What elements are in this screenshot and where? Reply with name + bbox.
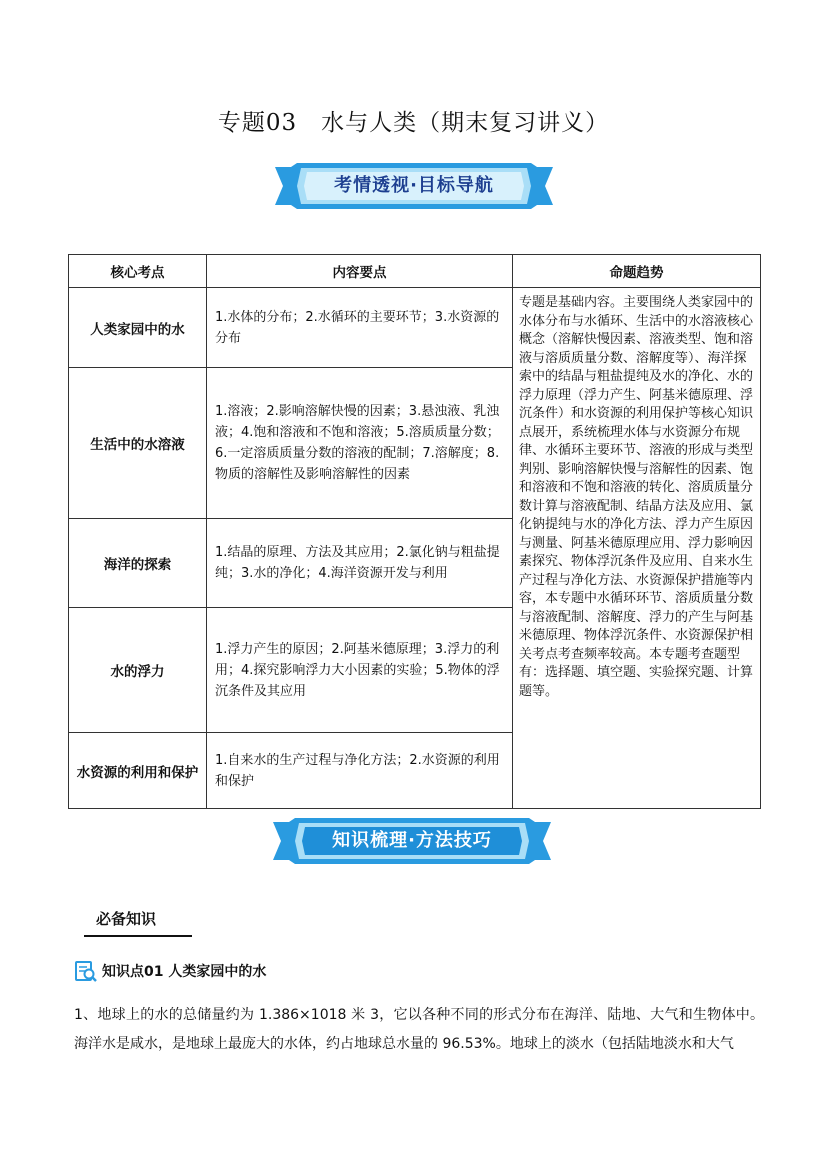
content-cell: 1.水体的分布；2.水循环的主要环节；3.水资源的分布 <box>207 288 513 368</box>
knowledge-point-heading <box>74 958 266 984</box>
table-row <box>69 288 761 368</box>
banner-exam-overview-text: 考情透视·目标导航 <box>334 175 494 196</box>
core-point-cell: 水的浮力 <box>69 608 207 733</box>
body-paragraph: 1、地球上的水的总储量约为 1.386×1018 米 3，它以各种不同的形式分布在海洋、陆地、大气和生物体中。海洋水是咸水，是地球上最庞大的水体，约占地球总水量的 96.53%。地球上的淡水（包括陆地淡水和大气 <box>74 1007 764 1052</box>
header-trend: 命题趋势 <box>513 255 761 288</box>
header-core-point: 核心考点 <box>69 255 207 288</box>
table-header-row <box>69 255 761 288</box>
section-heading: 必备知识 <box>84 908 192 937</box>
banner-knowledge-review-text: 知识梳理·方法技巧 <box>332 830 492 851</box>
book-magnifier-icon <box>74 959 98 983</box>
core-point-cell: 水资源的利用和保护 <box>69 733 207 809</box>
trend-cell: 专题是基础内容。主要围绕人类家园中的水体分布与水循环、生活中的水溶液核心概念（溶解快慢因素、溶液类型、饱和溶液与溶质质量分数、溶解度等）、海洋探索中的结晶与粗盐提纯及水的净化、水的浮力原理（浮力产生、阿基米德原理、浮沉条件）和水资源的利用保护等核心知识点展开，系统梳理水体与水资源分布规律、水循环主要环节、溶液的形成与类型判别、影响溶解快慢与溶解性的因素、饱和溶液和不饱和溶液的转化、溶质质量分数计算与溶液配制、结晶方法及应用、氯化钠提纯与水的净化方法、浮力产生原因与测量、阿基米德原理应用、浮力影响因素探究、物体浮沉条件及应用、自来水生产过程与净化方法、水资源保护措施等内容，本专题中水循环环节、溶质质量分数与溶液配制、溶解度、浮力的产生与阿基米德原理、物体浮沉条件、水资源保护相关考点考查频率较高。本专题考查题型有：选择题、填空题、实验探究题、计算题等。 <box>513 288 761 809</box>
overview-table <box>68 254 761 809</box>
banner-knowledge-review <box>273 818 551 864</box>
core-point-cell: 人类家园中的水 <box>69 288 207 368</box>
header-content: 内容要点 <box>207 255 513 288</box>
banner-exam-overview <box>275 163 553 209</box>
content-cell: 1.溶液；2.影响溶解快慢的因素；3.悬浊液、乳浊液；4.饱和溶液和不饱和溶液；5.溶质质量分数；6.一定溶质质量分数的溶液的配制；7.溶解度；8.物质的溶解性及影响溶解性的因素 <box>207 368 513 519</box>
knowledge-point-title: 知识点01 人类家园中的水 <box>102 964 267 980</box>
page-title: 专题03 水与人类（期末复习讲义） <box>217 110 610 136</box>
content-cell: 1.结晶的原理、方法及其应用；2.氯化钠与粗盐提纯；3.水的净化；4.海洋资源开发与利用 <box>207 519 513 608</box>
content-cell: 1.浮力产生的原因；2.阿基米德原理；3.浮力的利用；4.探究影响浮力大小因素的实验；5.物体的浮沉条件及其应用 <box>207 608 513 733</box>
content-cell: 1.自来水的生产过程与净化方法；2.水资源的利用和保护 <box>207 733 513 809</box>
core-point-cell: 生活中的水溶液 <box>69 368 207 519</box>
core-point-cell: 海洋的探索 <box>69 519 207 608</box>
